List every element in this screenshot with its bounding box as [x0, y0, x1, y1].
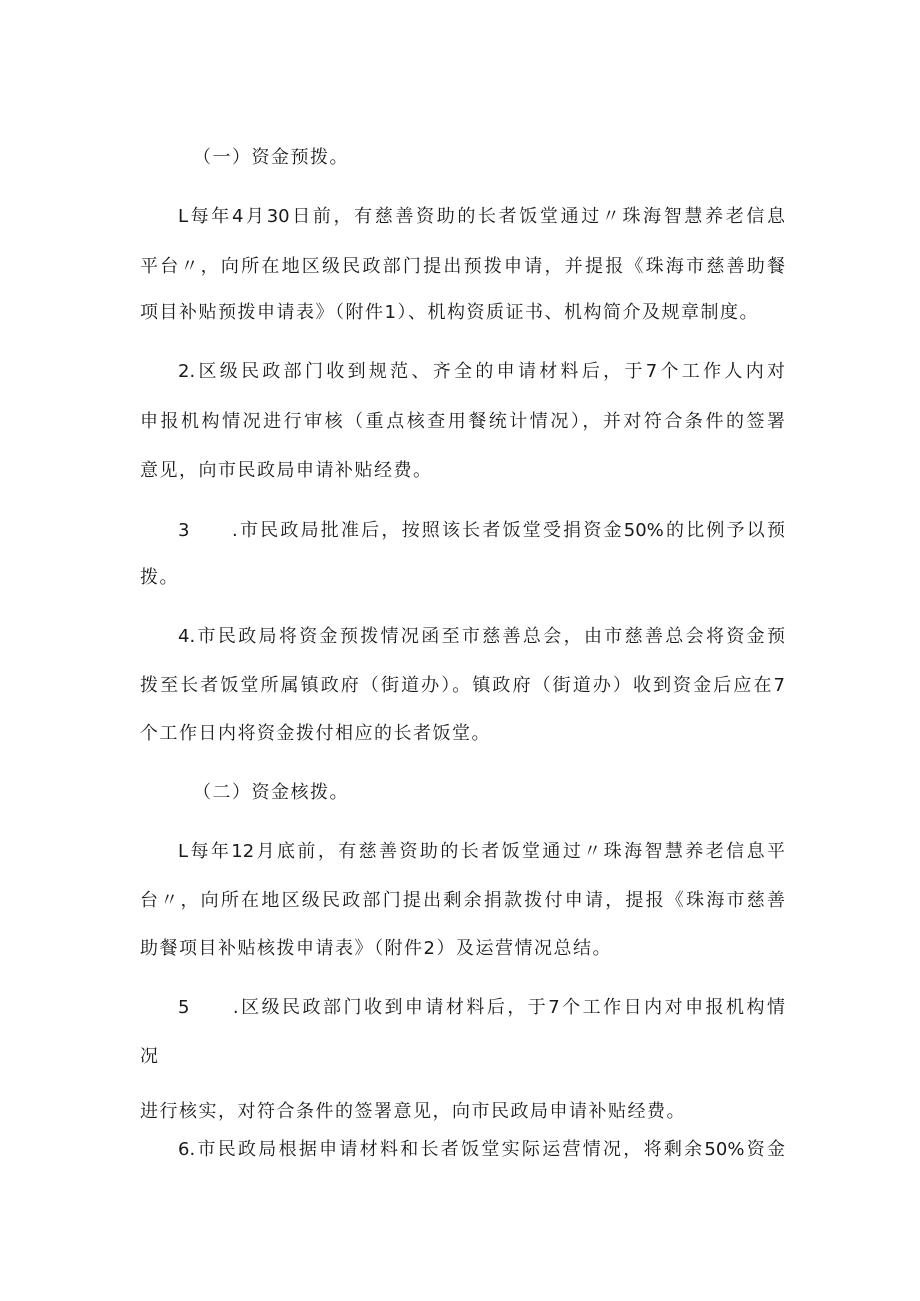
- paragraph-line: 平台〃，向所在地区级民政部门提出预拨申请，并提报《珠海市慈善助餐: [140, 256, 785, 277]
- paragraph-line: L每年12月底前，有慈善资助的长者饭堂通过〃珠海智慧养老信息平: [178, 841, 785, 862]
- paragraph-line: L每年4月30日前，有慈善资助的长者饭堂通过〃珠海智慧养老信息: [178, 206, 785, 227]
- paragraph-line: 拨至长者饭堂所属镇政府（街道办）。镇政府（街道办）收到资金后应在7: [140, 675, 785, 696]
- paragraph-line: 项目补贴预拨申请表》（附件1）、机构资质证书、机构简介及规章制度。: [140, 302, 759, 323]
- section-heading-final-allocation: （二）资金核拨。: [193, 782, 349, 803]
- paragraph-line: 况: [140, 1046, 160, 1067]
- paragraph-line: 6.市民政局根据申请材料和长者饭堂实际运营情况，将剩余50%资金: [178, 1139, 785, 1160]
- paragraph-line: 意见，向市民政局申请补贴经费。: [140, 460, 433, 481]
- section-heading-advance-allocation: （一）资金预拨。: [193, 147, 349, 168]
- paragraph-line: 台〃，向所在地区级民政部门提出剩余捐款拨付申请，提报《珠海市慈善: [140, 890, 785, 911]
- paragraph-line: 5 .区级民政部门收到申请材料后，于7个工作日内对申报机构情: [178, 997, 785, 1018]
- paragraph-line: 申报机构情况进行审核（重点核查用餐统计情况），并对符合条件的签署: [140, 411, 785, 432]
- paragraph-line: 助餐项目补贴核拨申请表》（附件2）及运营情况总结。: [140, 938, 612, 959]
- paragraph-line: 3 .市民政局批准后，按照该长者饭堂受捐资金50%的比例予以预: [178, 520, 785, 541]
- paragraph-line: 2.区级民政部门收到规范、齐全的申请材料后，于7个工作人内对: [178, 361, 785, 382]
- paragraph-line: 进行核实，对符合条件的签署意见，向市民政局申请补贴经费。: [140, 1101, 686, 1122]
- paragraph-line: 个工作日内将资金拨付相应的长者饭堂。: [140, 723, 491, 744]
- paragraph-line: 4.市民政局将资金预拨情况函至市慈善总会，由市慈善总会将资金预: [178, 626, 785, 647]
- paragraph-line: 拨。: [140, 567, 179, 588]
